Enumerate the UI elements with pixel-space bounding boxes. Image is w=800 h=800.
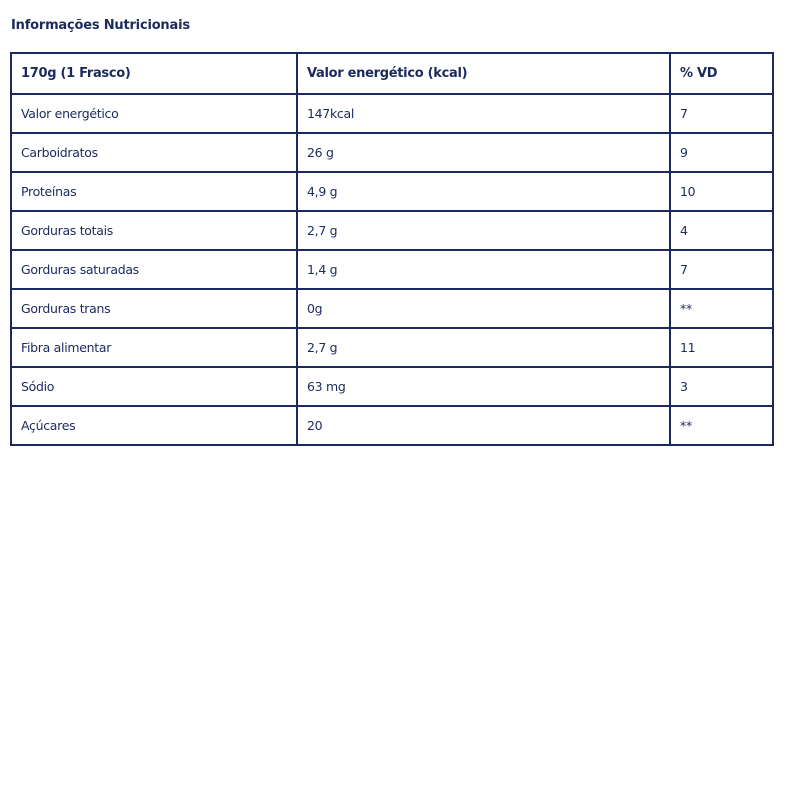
- table-row: [11, 94, 773, 133]
- nutrient-daily-value: 9: [670, 133, 773, 172]
- nutrient-amount: 1,4 g: [297, 250, 670, 289]
- table-row: [11, 406, 773, 445]
- nutrient-name: Proteínas: [11, 172, 297, 211]
- nutrient-name: Valor energético: [11, 94, 297, 133]
- table-row: [11, 133, 773, 172]
- nutrition-table: [10, 52, 774, 446]
- table-row: [11, 328, 773, 367]
- nutrient-daily-value: **: [670, 406, 773, 445]
- table-row: [11, 250, 773, 289]
- nutrient-amount: 147kcal: [297, 94, 670, 133]
- nutrient-name: Açúcares: [11, 406, 297, 445]
- nutrient-name: Carboidratos: [11, 133, 297, 172]
- nutrient-amount: 2,7 g: [297, 328, 670, 367]
- table-row: [11, 367, 773, 406]
- nutrient-amount: 20: [297, 406, 670, 445]
- nutrient-name: Fibra alimentar: [11, 328, 297, 367]
- nutrient-name: Gorduras totais: [11, 211, 297, 250]
- table-row: [11, 289, 773, 328]
- column-header-amount: Valor energético (kcal): [297, 53, 670, 94]
- nutrient-daily-value: 11: [670, 328, 773, 367]
- nutrient-name: Gorduras trans: [11, 289, 297, 328]
- nutrient-amount: 26 g: [297, 133, 670, 172]
- table-header-row: [11, 53, 773, 94]
- table-row: [11, 172, 773, 211]
- nutrient-name: Gorduras saturadas: [11, 250, 297, 289]
- column-header-serving: 170g (1 Frasco): [11, 53, 297, 94]
- nutrient-daily-value: 10: [670, 172, 773, 211]
- nutrient-amount: 2,7 g: [297, 211, 670, 250]
- table-row: [11, 211, 773, 250]
- nutrient-amount: 63 mg: [297, 367, 670, 406]
- nutrient-daily-value: 4: [670, 211, 773, 250]
- nutrient-daily-value: **: [670, 289, 773, 328]
- column-header-daily-value: % VD: [670, 53, 773, 94]
- nutrient-daily-value: 7: [670, 94, 773, 133]
- nutrient-amount: 0g: [297, 289, 670, 328]
- nutrient-name: Sódio: [11, 367, 297, 406]
- nutrient-daily-value: 7: [670, 250, 773, 289]
- page-title: Informações Nutricionais: [11, 18, 190, 33]
- nutrient-daily-value: 3: [670, 367, 773, 406]
- nutrient-amount: 4,9 g: [297, 172, 670, 211]
